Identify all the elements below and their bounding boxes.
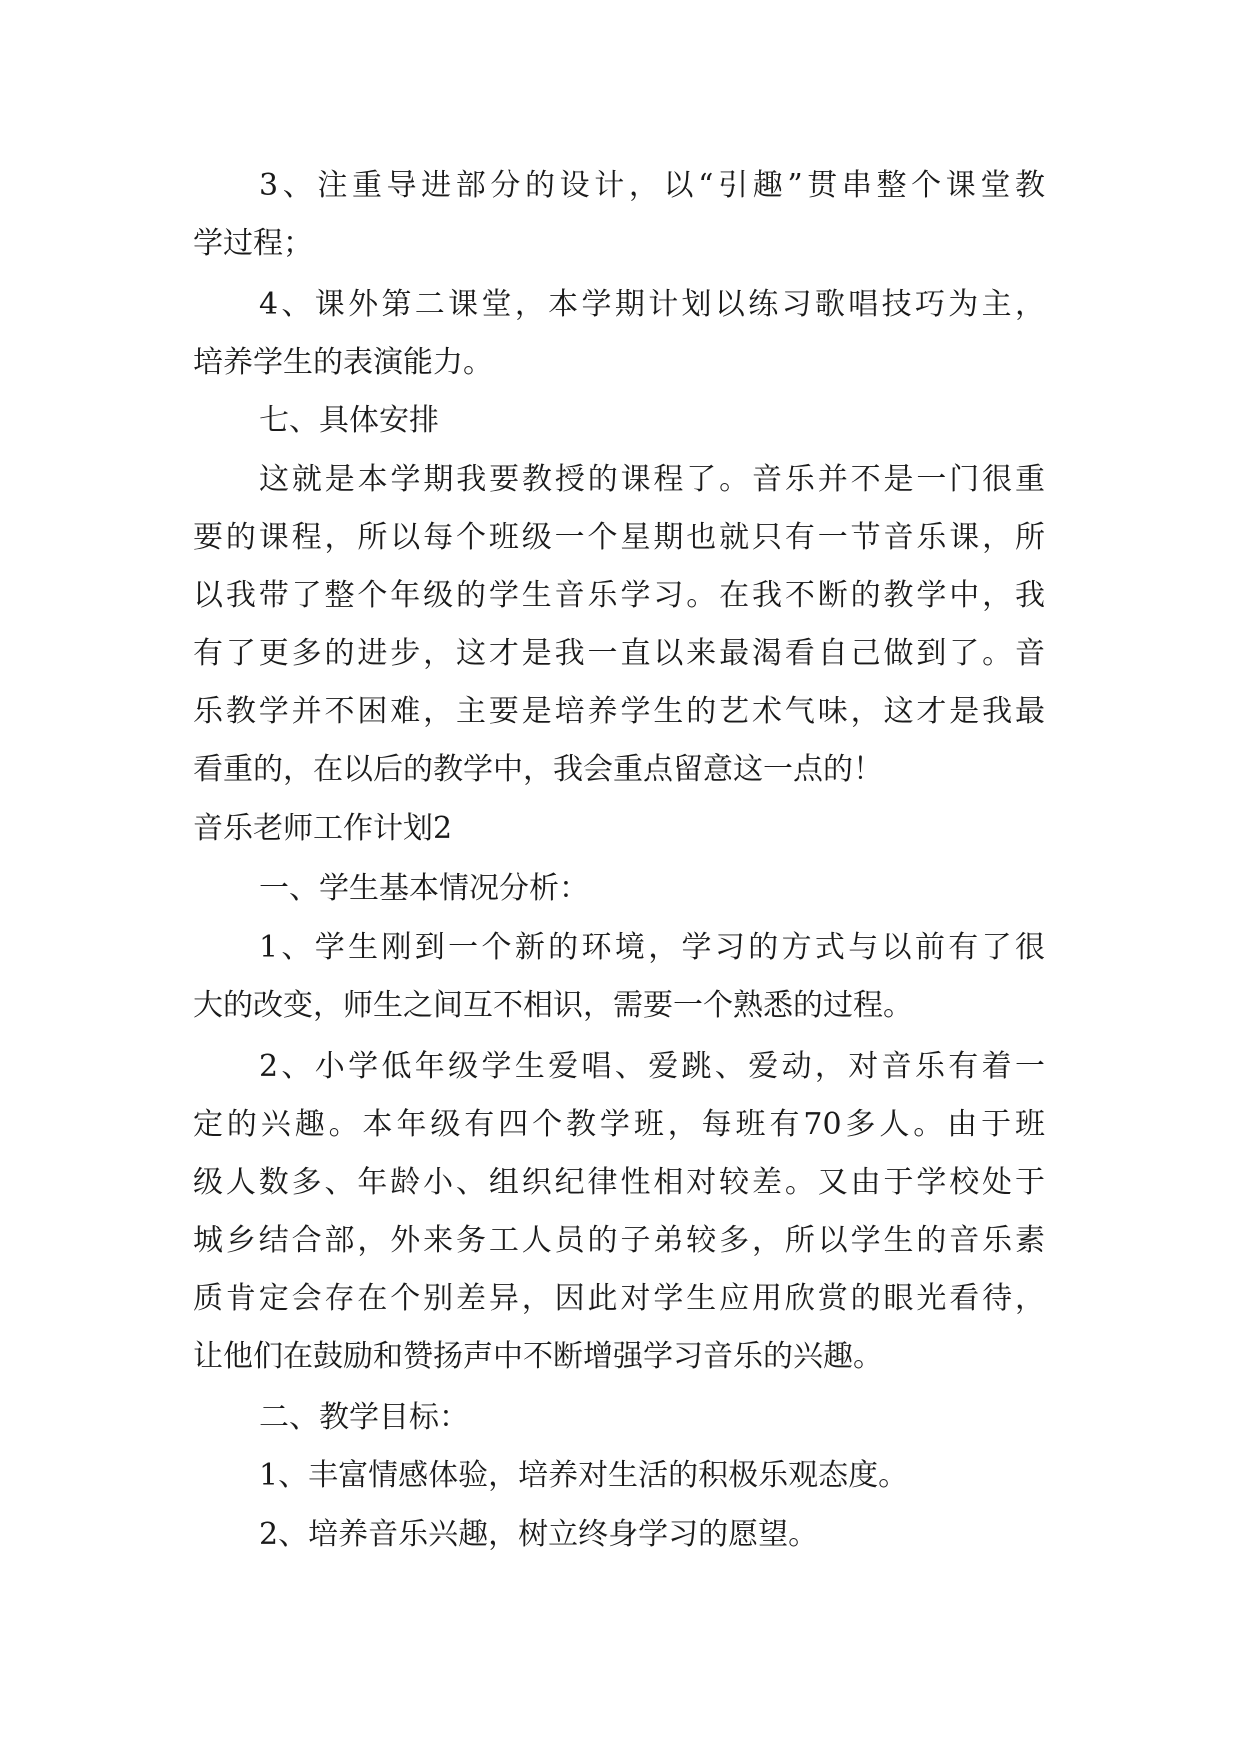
document-subtitle: 音乐老师工作计划2 [193, 811, 453, 846]
text-line: 以我带了整个年级的学生音乐学习。在我不断的教学中，我 [193, 578, 1045, 613]
section-heading: 一、学生基本情况分析： [259, 871, 589, 906]
text-line: 看重的，在以后的教学中，我会重点留意这一点的！ [193, 752, 883, 787]
text-line: 质肯定会存在个别差异，因此对学生应用欣赏的眼光看待， [193, 1281, 1045, 1316]
text-line: 大的改变，师生之间互不相识，需要一个熟悉的过程。 [193, 988, 913, 1023]
text-line: 城乡结合部，外来务工人员的子弟较多，所以学生的音乐素 [193, 1223, 1045, 1258]
text-line: 这就是本学期我要教授的课程了。音乐并不是一门很重 [259, 462, 1045, 497]
text-line: 2、小学低年级学生爱唱、爱跳、爱动，对音乐有着一 [259, 1049, 1045, 1084]
section-heading: 七、具体安排 [259, 403, 439, 438]
text-line: 级人数多、年龄小、组织纪律性相对较差。又由于学校处于 [193, 1165, 1045, 1200]
text-line: 4、课外第二课堂，本学期计划以练习歌唱技巧为主， [259, 287, 1045, 322]
text-line: 有了更多的进步，这才是我一直以来最渴看自己做到了。音 [193, 636, 1045, 671]
text-line: 定的兴趣。本年级有四个教学班，每班有70多人。由于班 [193, 1107, 1045, 1142]
text-line: 1、学生刚到一个新的环境，学习的方式与以前有了很 [259, 930, 1045, 965]
text-line: 1、丰富情感体验，培养对生活的积极乐观态度。 [259, 1458, 909, 1493]
section-heading: 二、教学目标： [259, 1400, 469, 1435]
text-line: 要的课程，所以每个班级一个星期也就只有一节音乐课，所 [193, 520, 1045, 555]
text-line: 让他们在鼓励和赞扬声中不断增强学习音乐的兴趣。 [193, 1339, 883, 1374]
text-line: 2、培养音乐兴趣，树立终身学习的愿望。 [259, 1517, 819, 1552]
text-line: 3、注重导进部分的设计，以“引趣”贯串整个课堂教 [259, 168, 1045, 203]
text-line: 乐教学并不困难，主要是培养学生的艺术气味，这才是我最 [193, 694, 1045, 729]
text-line: 学过程； [193, 226, 313, 261]
text-line: 培养学生的表演能力。 [193, 345, 493, 380]
